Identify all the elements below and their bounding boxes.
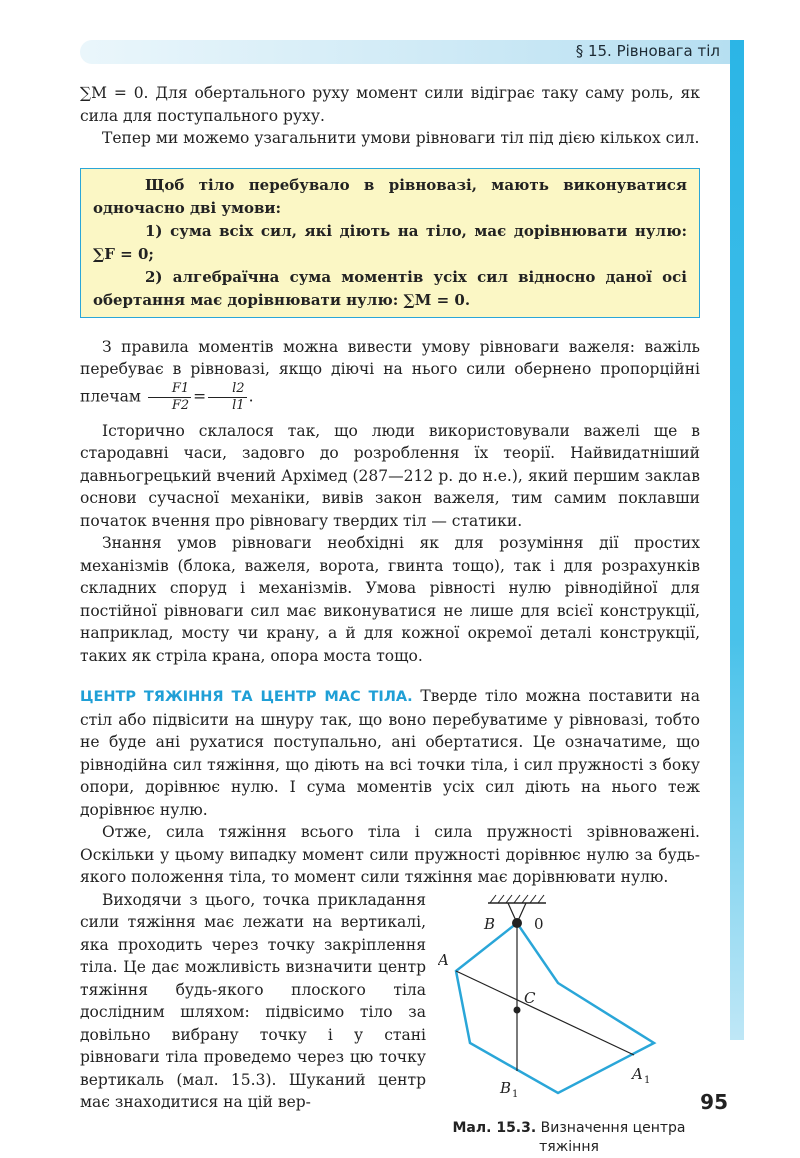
side-accent-bar [730,40,744,1040]
label-a: A [438,950,449,969]
rule-condition-1: 1) сума всіх сил, які діють на тіло, має дорівнювати нулю: ∑F = 0; [93,221,687,263]
plate-outline [456,923,654,1093]
label-b1-sub: 1 [512,1088,519,1100]
rule-condition-2: 2) алгебраїчна сума моментів усіх сил відносно даної осі обертання має дорівнювати нулю: ∑M = 0. [93,267,687,309]
fraction-forces [148,381,191,414]
figure-15-3 [438,893,700,1157]
label-a1-sub: 1 [644,1074,651,1086]
caption-text: Визначення центра тяжіння [536,1119,686,1155]
paragraph-generalize: Тепер ми можемо узагальнити умови рівноваги тіл під дією кількох сил. [102,129,700,147]
center-point [514,1006,521,1013]
support-hatching [490,895,544,903]
label-a1: A [632,1064,643,1083]
section-heading: ЦЕНТР ТЯЖІННЯ ТА ЦЕНТР МАС ТІЛА. [80,689,413,705]
paragraph-so: Отже, сила тяжіння всього тіла і сила пружності зрівноважені. Оскільки у цьому випадку момент сили пружності дорівнює нулю за будь-якого положення тіла, то момент сили тяжіння має дорівнювати нулю. [80,823,700,886]
paragraph-from-this: Виходячи з цього, точка прикладання сили тяжіння має лежати на вертикалі, яка проходить через точку закріплення тіла. Це дає можливість визначити центр тяжіння будь-якого плоского тіла дослідним шляхом: підвісимо тіло за довільно вибрану точку і у стані рівноваги тіла проведемо через цю точку вертикаль (мал. 15.3). Шуканий центр має знаходитися на цій вер- [80,890,426,1111]
label-o: 0 [534,914,544,933]
label-b1: B [500,1078,512,1097]
lever-text: З правила моментів можна вивести умову рівноваги важеля: важіль перебуває в рівновазі, якщо діючі на нього сили обернено пропорційні плечам [80,337,700,405]
paragraph-lever [80,336,700,414]
page-body [80,82,700,1157]
caption-label: Мал. 15.3. [452,1119,537,1136]
paragraph-knowledge: Знання умов рівноваги необхідні як для розуміння дії простих механізмів (блока, важеля, ворота, гвинта тощо), так і для розрахунків складних споруд і механізмів. Умова рівності нулю рівнодійної для постійної рівноваги сил має виконуватися не лише для всієї конструкції, наприклад, мосту чи крану, а й для кожної окремої деталі конструкції, таких як стріла крана, опора моста тощо. [80,534,700,665]
page-header-title: § 15. Рівновага тіл [575,42,720,60]
label-c: C [524,988,536,1007]
fraction-f-den: F2 [171,397,190,413]
fraction-equals: = [193,387,207,405]
fraction-l-den: l1 [232,397,245,413]
equilibrium-rule-box [80,168,700,318]
rule-intro: Щоб тіло перебувало в рівновазі, мають виконуватися одночасно дві умови: [93,175,687,217]
paragraph-center-of-gravity [80,685,700,821]
center-of-gravity-diagram [438,893,700,1113]
label-b: B [484,914,496,933]
fraction-arms [208,381,246,414]
suspension-point [512,918,522,928]
paragraph-moment-role: ∑M = 0. Для обертального руху момент сили відіграє таку саму роль, як сила для поступального руху. [80,84,700,125]
fraction-f-num: F1 [148,381,191,398]
page-number: 95 [700,1090,728,1114]
fraction-l-num: l2 [208,381,246,398]
paragraph-history: Історично склалося так, що люди використовували важелі ще в стародавні часи, задовго до розроблення їх теорії. Найвидатніший давньогрецький вчений Архімед (287—212 р. до н.е.), який першим заклав основи сучасної механіки, вивів закон важеля, тим самим поклавши початок вчення про рівновагу твердих тіл — статики. [80,421,700,530]
lever-end: . [248,387,254,405]
section-text: Тверде тіло можна поставити на стіл або підвісити на шнуру так, що воно перебуватиме у рівновазі, тобто не буде ані рухатися поступально, ані обертатися. Це означатиме, що рівнодійна сил тяжіння, що діють на всі точки тіла, і сил пружності з боку опори, дорівнює нулю. І сума моментів усіх сил діють на нього теж дорівнює нулю. [80,687,700,819]
figure-caption [438,1119,700,1157]
